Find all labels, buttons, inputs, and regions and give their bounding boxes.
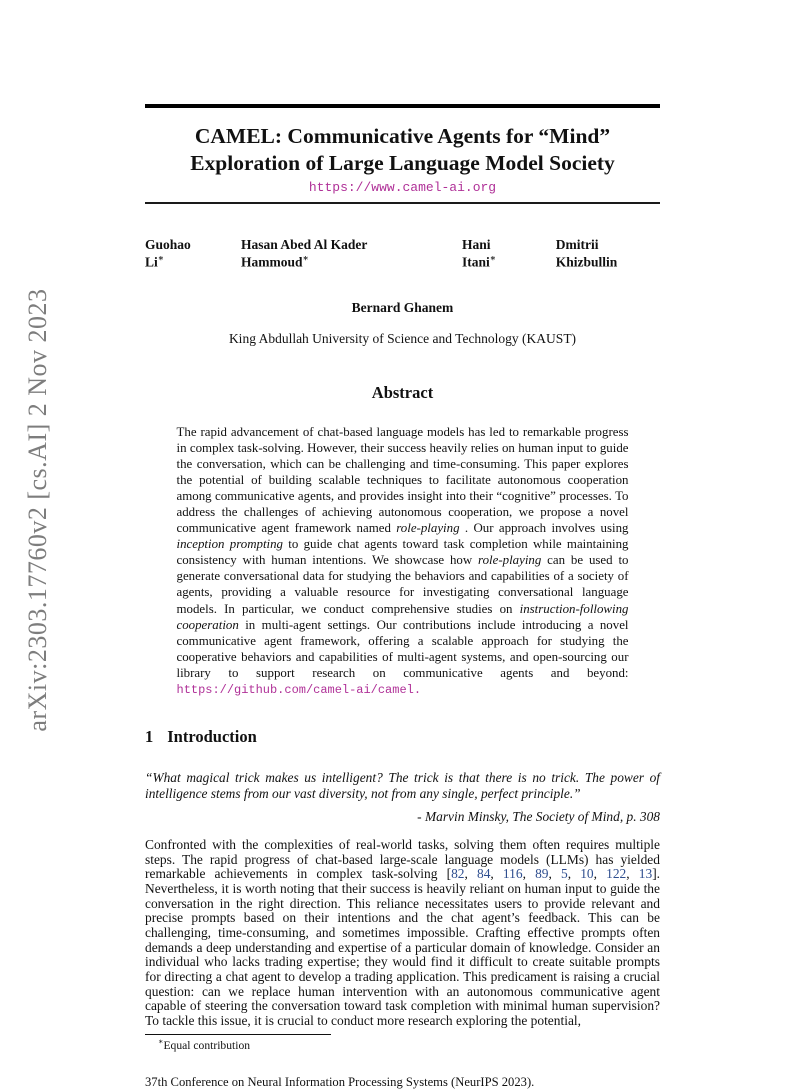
footnote-marker: ∗ (158, 1037, 164, 1047)
header-divider-rule (145, 202, 660, 204)
equal-contribution-marker: ∗ (489, 253, 496, 263)
citation-link[interactable]: 13 (638, 866, 653, 882)
affiliation: King Abdullah University of Science and Technology (KAUST) (228, 330, 577, 346)
arxiv-watermark: arXiv:2303.17760v2 [cs.AI] 2 Nov 2023 (23, 288, 52, 732)
equal-contribution-footnote (145, 1037, 660, 1052)
citation-link[interactable]: 116 (502, 866, 523, 882)
epigraph-quote: “What magical trick makes us intelligent? The trick is that there is no trick. The power of intelligence stems from our vast diversity, not from any single, perfect principle.” (145, 770, 660, 802)
citation-link[interactable]: 84 (476, 866, 491, 882)
footnote-text: Equal contribution (163, 1038, 251, 1052)
url-link[interactable]: https://github.com/camel-ai/camel. (176, 683, 422, 697)
citation-link[interactable]: 5 (560, 866, 568, 882)
section-number: 1 (145, 727, 154, 747)
paper-title-line1: CAMEL: Communicative Agents for “Mind” (194, 124, 611, 148)
epigraph-attribution: - Marvin Minsky, The Society of Mind, p. 308 (417, 809, 660, 825)
citation-link[interactable]: 89 (535, 866, 549, 882)
author-name: Hani Itani∗ (461, 237, 496, 270)
author-name: Bernard Ghanem (351, 299, 454, 315)
equal-contribution-marker: ∗ (302, 253, 309, 263)
abstract-text: The rapid advancement of chat-based language models has led to remarkable progress in complex task-solving. However, their success heavily relies on human input to guide the conversation, which can be challenging and time-consuming. This paper explores the potential of building scalable techniques to facilitate autonomous cooperation among communicative agents, and provides insight into their “cognitive” processes. To address the challenges of achieving autonomous cooperation, we propose a novel communicative agent framework named role-playing . Our approach involves using inception prompting to guide chat agents toward task completion while maintaining consistency with human intentions. We showcase how role-playing can be used to generate conversational data for studying the behaviors and capabilities of a society of agents, providing a valuable resource for investigating conversational language models. In particular, we conduct comprehensive studies on instruction-following cooperation in multi-agent settings. Our contributions include introducing a novel communicative agent framework, offering a scalable approach for studying the cooperative behaviors and capabilities of multi-agent systems, and open-sourcing our library to support research on communicative agents and beyond: https://github.com/camel-ai/camel. (176, 424, 629, 697)
citation-link[interactable]: 122 (606, 866, 627, 882)
equal-contribution-marker: ∗ (157, 253, 164, 263)
top-rule (145, 104, 660, 108)
citation-link[interactable]: 10 (580, 866, 594, 882)
project-url-link[interactable]: https://www.camel-ai.org (308, 180, 497, 195)
authors-row (145, 237, 660, 271)
introduction-paragraph: Confronted with the complexities of real-world tasks, solving them often requires multiple steps. The rapid progress of chat-based large-scale language models (LLMs) has yielded remarkable achievements in complex task-solving [82, 84, 116, 89, 5, 10, 122, 13]. Nevertheless, it is worth noting that their success is heavily reliant on human input to guide the conversation in the right direction. This reliance necessitates users to provide relevant and precise prompts based on their intentions and the chat agent’s feedback. This can be challenging, time-consuming, and sometimes impossible. Crafting effective prompts often demands a deep understanding and expertise of a particular domain of knowledge. Consider an individual who lacks trading expertise; they would find it difficult to create suitable prompts for directing a chat agent to develop a trading application. This predicament is raising a crucial question: can we replace human intervention with an autonomous communicative agent capable of steering the conversation toward task completion with minimal human supervision? To tackle this issue, it is crucial to conduct more research exploring the potential, (145, 837, 661, 1028)
author-name: Guohao Li∗ (145, 237, 191, 270)
section-title: Introduction (167, 727, 257, 747)
paper-page (145, 0, 660, 1090)
abstract-heading: Abstract (371, 382, 434, 402)
paper-title-line2: Exploration of Large Language Model Society (190, 151, 615, 175)
section-heading-introduction (145, 727, 660, 747)
paper-title (145, 123, 660, 177)
author-name: Hasan Abed Al Kader Hammoud∗ (240, 237, 368, 270)
author-name: Dmitrii Khizbullin (555, 237, 618, 270)
conference-footer: 37th Conference on Neural Information Processing Systems (NeurIPS 2023). (145, 1074, 535, 1089)
citation-link[interactable]: 82 (451, 866, 465, 882)
